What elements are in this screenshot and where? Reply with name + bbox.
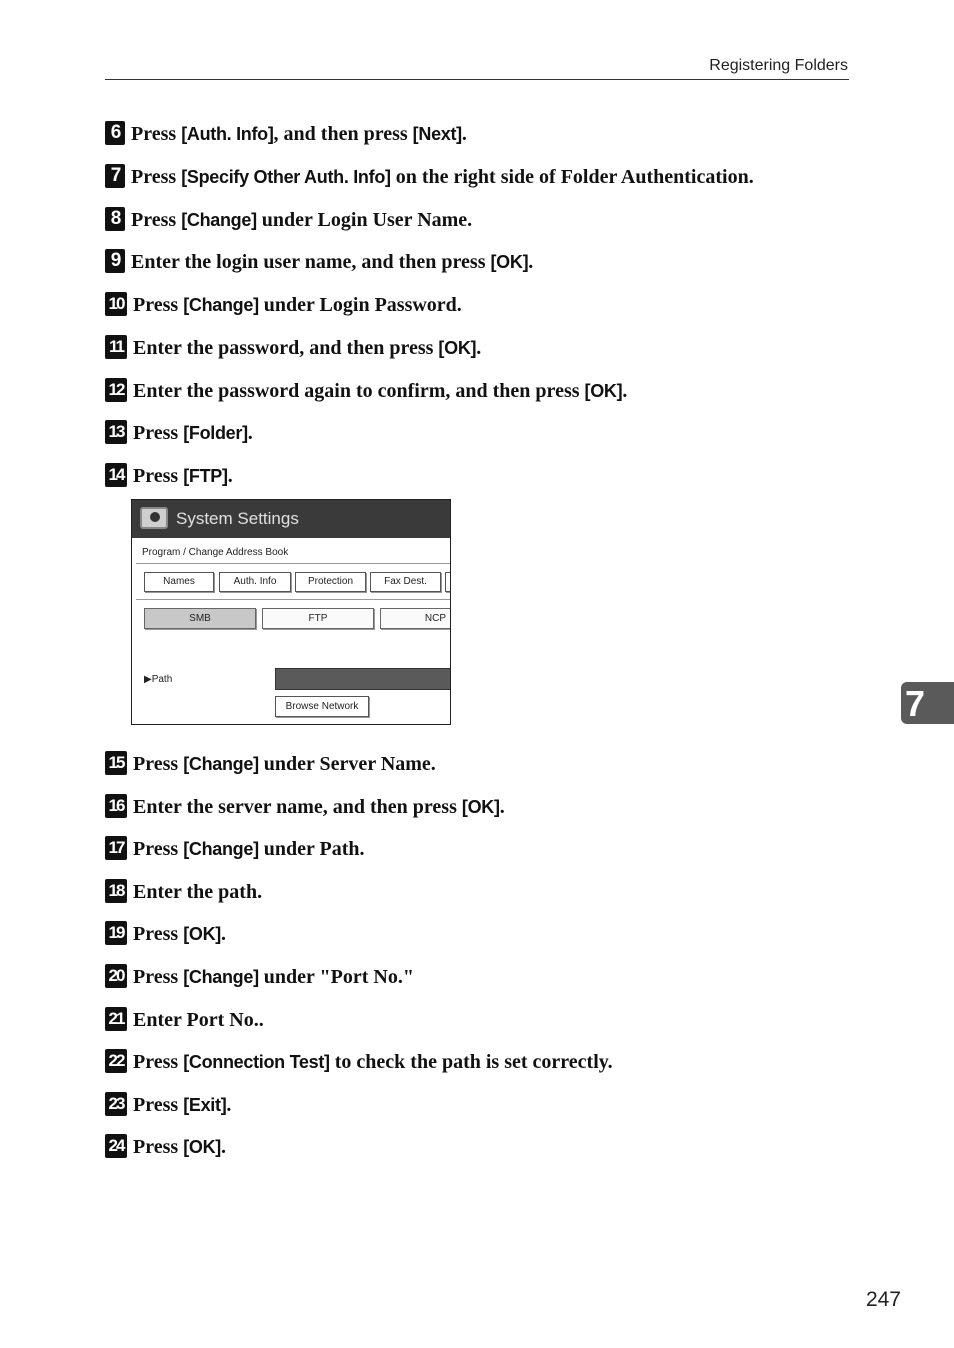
step-number-badge: 15 (105, 751, 127, 775)
chapter-tab (901, 682, 954, 724)
step-text-segment: Press (133, 294, 184, 316)
step-number-badge: 23 (105, 1092, 127, 1116)
step-7 (105, 162, 754, 188)
step-number-badge: 10 (105, 292, 127, 316)
step-text (131, 209, 472, 231)
step-number-badge: 12 (105, 378, 127, 402)
step-text (133, 881, 262, 903)
step-text-segment: under Login Password. (258, 294, 462, 316)
step-text-segment: Press (131, 123, 182, 145)
step-text-segment: . (220, 1136, 226, 1159)
step-text (133, 1051, 613, 1073)
step-22 (105, 1047, 613, 1073)
step-12 (105, 376, 627, 402)
key-label: [Change] (183, 839, 259, 860)
step-text-segment: Press (131, 208, 182, 231)
path-label: ▶Path (144, 674, 173, 685)
step-text-segment: . (226, 1093, 232, 1116)
key-label: [OK] (584, 380, 623, 401)
key-label: [Folder] (183, 423, 248, 444)
step-number-badge: 24 (105, 1134, 127, 1158)
key-label: [FTP] (183, 466, 228, 486)
step-text (133, 838, 365, 860)
header-rule (105, 79, 849, 80)
step-number-badge: 9 (105, 249, 125, 273)
key-label: [Change] (183, 754, 259, 774)
tab-fax-dest[interactable]: Fax Dest. (370, 572, 441, 592)
step-text-segment: Press (133, 838, 184, 861)
step-text (133, 753, 436, 775)
key-label: [OK] (461, 796, 500, 817)
step-number-badge: 13 (105, 420, 127, 444)
running-header: Registering Folders (709, 57, 848, 74)
step-text (131, 166, 754, 188)
step-23 (105, 1090, 231, 1116)
step-text-segment: Press (133, 1051, 184, 1074)
step-text (133, 796, 505, 818)
step-text (133, 1009, 264, 1031)
protocol-ftp-button[interactable]: FTP (262, 608, 374, 629)
step-18 (105, 877, 262, 903)
key-label: [Auth. Info] (181, 124, 274, 144)
key-label: [Specify Other Auth. Info] (181, 166, 391, 187)
step-text-segment: . (461, 123, 467, 145)
step-10 (105, 290, 462, 316)
step-24 (105, 1132, 226, 1158)
step-text-segment: to check the path is set correctly. (329, 1051, 613, 1074)
step-text-segment: Press (131, 165, 182, 188)
step-20 (105, 962, 414, 988)
step-number-badge: 21 (105, 1007, 127, 1031)
key-label: [Connection Test] (183, 1052, 330, 1073)
key-label: [Next] (412, 124, 462, 144)
step-number-badge: 17 (105, 836, 127, 860)
step-text-segment: on the right side of Folder Authentication. (390, 165, 754, 188)
step-text-segment: . (247, 422, 253, 445)
step-number-badge: 19 (105, 921, 127, 945)
step-number-badge: 6 (105, 121, 125, 145)
step-text (133, 465, 233, 487)
step-text (133, 966, 414, 988)
step-15 (105, 749, 436, 775)
step-text-segment: under Path. (258, 838, 365, 861)
step-text-segment: Press (133, 465, 184, 487)
tab-protection[interactable]: Protection (295, 572, 366, 592)
step-text-segment: , and then press (273, 123, 413, 145)
step-text-segment: Press (133, 923, 184, 946)
step-8 (105, 205, 472, 231)
step-text-segment: . (476, 336, 482, 359)
key-label: [OK] (438, 337, 477, 358)
step-text (133, 380, 627, 402)
step-text-segment: Enter the password, and then press (133, 336, 439, 359)
step-text-segment: . (220, 923, 226, 946)
screenshot-divider (136, 563, 451, 564)
key-label: [Change] (181, 209, 257, 230)
step-21 (105, 1005, 264, 1031)
key-label: [Change] (183, 967, 259, 987)
step-text-segment: under "Port No." (258, 966, 414, 988)
step-number-badge: 22 (105, 1049, 127, 1073)
step-number-badge: 8 (105, 207, 125, 231)
key-label: [Change] (183, 295, 259, 315)
tab-overflow[interactable] (445, 572, 451, 592)
step-16 (105, 792, 505, 818)
step-text-segment: Enter the login user name, and then press (131, 251, 491, 274)
step-text-segment: Enter Port No.. (133, 1008, 264, 1031)
step-text-segment: Enter the path. (133, 880, 263, 903)
step-number-badge: 18 (105, 879, 127, 903)
step-text-segment: . (622, 379, 628, 402)
screenshot-title: System Settings (176, 509, 299, 528)
step-text (133, 294, 462, 316)
step-9 (105, 247, 533, 273)
system-settings-icon (140, 507, 168, 529)
key-label: [OK] (490, 252, 529, 273)
step-text-segment: . (499, 795, 505, 818)
tab-auth-info[interactable]: Auth. Info (219, 572, 291, 592)
step-text (133, 923, 226, 945)
step-text-segment: Press (133, 1093, 184, 1116)
step-17 (105, 834, 365, 860)
step-number-badge: 11 (105, 335, 127, 359)
screenshot-titlebar (132, 500, 450, 538)
step-number-badge: 16 (105, 794, 127, 818)
protocol-ncp-button[interactable]: NCP (380, 608, 451, 629)
screenshot-breadcrumb: Program / Change Address Book (142, 547, 289, 558)
step-6 (105, 119, 467, 145)
step-text-segment: Press (133, 422, 184, 445)
key-label: [OK] (183, 1137, 221, 1158)
step-text-segment: Enter the password again to confirm, and then press (133, 379, 585, 402)
system-settings-screenshot (131, 499, 451, 725)
step-text (133, 422, 253, 444)
step-text-segment: . (528, 251, 534, 274)
tab-names[interactable]: Names (144, 572, 214, 592)
step-text (133, 337, 481, 359)
step-text-segment: Enter the server name, and then press (133, 795, 462, 818)
step-number-badge: 20 (105, 964, 127, 988)
page-number: 247 (865, 1288, 901, 1311)
step-number-badge: 14 (105, 463, 127, 487)
step-19 (105, 919, 226, 945)
step-text (131, 123, 467, 145)
step-14 (105, 461, 233, 487)
step-text (133, 1136, 226, 1158)
step-11 (105, 333, 481, 359)
path-input[interactable] (275, 668, 451, 690)
browse-network-button[interactable]: Browse Network (275, 696, 369, 717)
step-number-badge: 7 (105, 164, 125, 188)
step-text-segment: under Server Name. (258, 753, 436, 775)
step-text-segment: . (227, 465, 233, 487)
step-text-segment: under Login User Name. (256, 208, 473, 231)
chapter-number: 7 (905, 683, 926, 724)
step-text-segment: Press (133, 1136, 184, 1159)
screenshot-divider (136, 599, 451, 600)
step-text (131, 251, 533, 273)
key-label: [OK] (183, 924, 221, 945)
protocol-smb-button[interactable]: SMB (144, 608, 256, 629)
step-text (133, 1094, 231, 1116)
step-text-segment: Press (133, 753, 184, 775)
key-label: [Exit] (183, 1094, 227, 1115)
step-text-segment: Press (133, 966, 184, 988)
step-13 (105, 418, 253, 444)
